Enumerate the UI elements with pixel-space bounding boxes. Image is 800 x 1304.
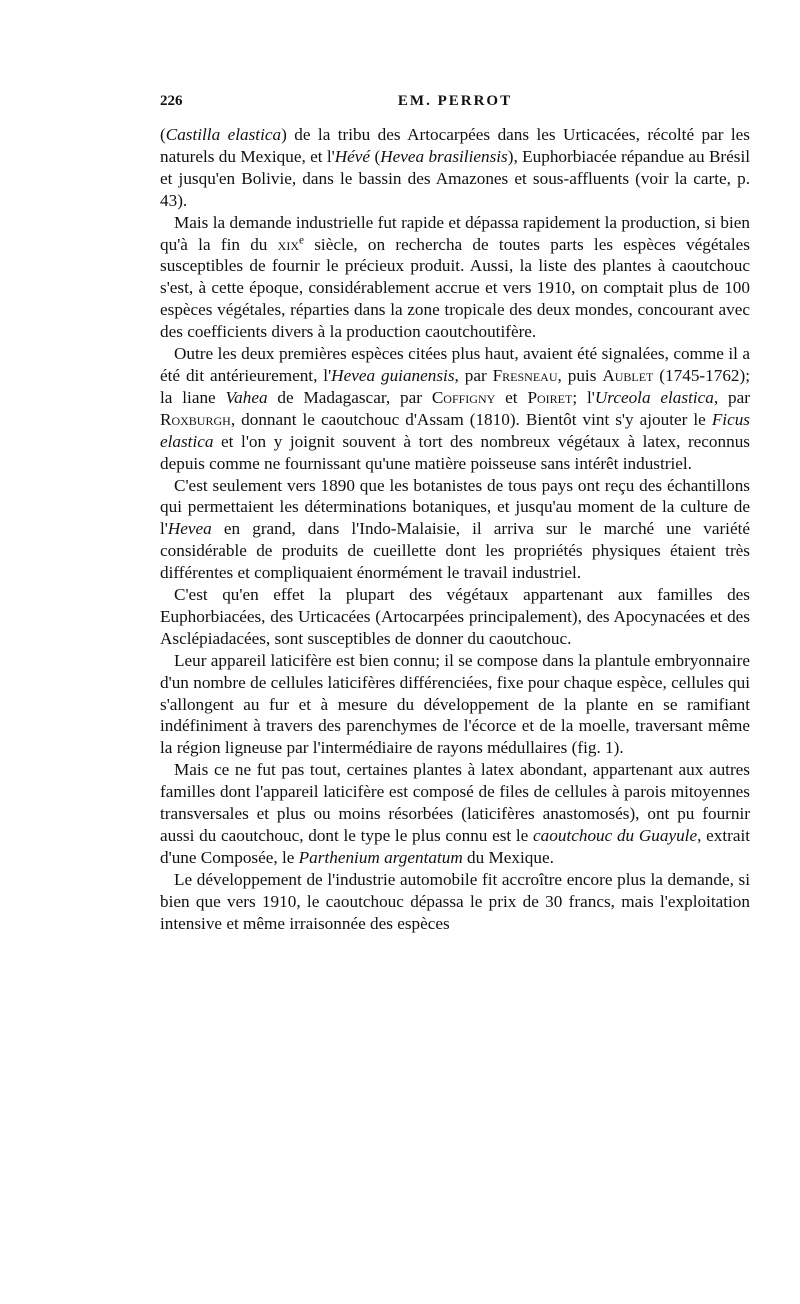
text-run: C'est seulement vers 1890 que les botanistes de tous pays ont reçu des échantillons qui permettaient les déterminations botaniques, et jusqu'au moment de la culture de l' bbox=[160, 475, 750, 539]
paragraph bbox=[160, 650, 750, 760]
body-text bbox=[160, 124, 750, 935]
text-run: , donnant le caoutchouc d'Assam (1810). Bientôt vint s'y ajouter le bbox=[230, 409, 712, 429]
text-run: en grand, dans l'Indo-Malaisie, il arriva sur le marché une variété considérable de produits de cueillette dont les propriétés physiques étaient très différentes et compliquaient énormément le travail industriel. bbox=[160, 519, 750, 583]
text-run: , par bbox=[454, 365, 493, 385]
text-run: , puis bbox=[557, 365, 603, 385]
text-run: ), Euphorbiacée répandue au Brésil et jusqu'en Bolivie, dans le bassin des Amazones et sous-affluents (voir la carte, p. 43). bbox=[160, 146, 750, 210]
text-run: et l'on y joignit souvent à tort des nombreux végétaux à latex, reconnus depuis comme ne fournissant qu'une matière poisseuse sans intérêt industriel. bbox=[160, 431, 750, 473]
text-run: Leur appareil laticifère est bien connu; il se compose dans la plantule embryonnaire d'un nombre de cellules laticifères différenciées, fixe pour chaque espèce, cellules qui s'allongent au fur et à mesure du développement de la plante en se ramifiant indéfiniment à travers des parenchymes de l'écorce et de la moelle, traversant même la région ligneuse par l'intermédiaire de rayons médullaires (fig. 1). bbox=[160, 650, 750, 758]
text-run: Outre les deux premières espèces citées plus haut, avaient été signalées, comme il a été dit antérieurement, l' bbox=[160, 344, 750, 385]
paragraph bbox=[160, 869, 750, 935]
italic-text: Castilla elastica bbox=[165, 125, 282, 144]
text-run: , par bbox=[713, 387, 750, 407]
running-header bbox=[160, 93, 750, 115]
text-run: et bbox=[495, 387, 528, 407]
page-number: 226 bbox=[160, 93, 183, 109]
text-run: Mais ce ne fut pas tout, certaines plantes à latex abondant, appartenant aux autres familles dont l'appareil laticifère est composé de files de cellules à parois mitoyennes transversales et plus ou moins résorbées (laticifères anastomosés), ont pu fournir aussi du caoutchouc, dont le type le plus connu est le bbox=[160, 760, 750, 845]
italic-text: Parthenium argentatum bbox=[298, 847, 463, 867]
small-caps-name: Coffigny bbox=[431, 387, 496, 407]
paragraph bbox=[160, 343, 750, 474]
small-caps-name: xix bbox=[277, 234, 299, 254]
text-run: de Madagascar, par bbox=[267, 387, 432, 407]
small-caps-name: Roxburgh bbox=[160, 409, 231, 429]
paragraph bbox=[160, 584, 750, 650]
paragraph bbox=[160, 475, 750, 585]
italic-text: Urceola elastica bbox=[594, 387, 714, 407]
text-run: ( bbox=[160, 125, 166, 144]
text-run: C'est qu'en effet la plupart des végétaux appartenant aux familles des Euphorbiacées, des Urticacées (Artocarpées principalement), des Apocynacées et des Asclépiadacées, sont susceptibles de donner du caoutchouc. bbox=[160, 585, 750, 648]
text-run: du Mexique. bbox=[462, 847, 554, 867]
italic-text: Vahea bbox=[225, 387, 268, 407]
small-caps-name: Poiret bbox=[527, 387, 573, 407]
running-title-author: EM. PERROT bbox=[397, 93, 513, 109]
text-run: (1745-1762); la liane bbox=[160, 365, 751, 407]
text-run: siècle, on rechercha de toutes parts les espèces végétales susceptibles de fournir le précieux produit. Aussi, la liste des plantes à caoutchouc s'est, à cette époque, considérablement accrue et vers 1910, on comptait plus de 100 espèces végétales, réparties dans la zone tropicale des deux mondes, concourant avec des coefficients divers à la production caoutchoutifère. bbox=[160, 234, 750, 342]
italic-text: Hevea brasiliensis bbox=[380, 146, 508, 166]
text-run: Mais la demande industrielle fut rapide et dépassa rapidement la production, si bien qu'à la fin du bbox=[160, 212, 750, 254]
text-run: ( bbox=[370, 146, 381, 166]
text-run: ; l' bbox=[572, 387, 595, 407]
italic-text: caoutchouc du Guayule bbox=[533, 826, 698, 845]
italic-text: Hévé bbox=[334, 146, 371, 166]
paragraph bbox=[160, 759, 750, 869]
text-run: ) de la tribu des Artocarpées dans les Urticacées, récolté par les naturels du Mexique, et l' bbox=[160, 125, 750, 166]
superscript: e bbox=[299, 233, 304, 246]
paragraph bbox=[160, 124, 750, 212]
italic-text: Hevea guianensis bbox=[331, 365, 455, 385]
italic-text: Ficus elastica bbox=[160, 409, 750, 451]
text-run: , extrait d'une Composée, le bbox=[160, 826, 750, 867]
italic-text: Hevea bbox=[167, 519, 212, 539]
small-caps-name: Fresneau bbox=[492, 365, 558, 385]
small-caps-name: Aublet bbox=[602, 365, 654, 385]
paragraph bbox=[160, 212, 750, 343]
text-run: Le développement de l'industrie automobile fit accroître encore plus la demande, si bien que vers 1910, le caoutchouc dépassa le prix de 30 francs, mais l'exploitation intensive et même irraisonnée des espèces bbox=[160, 869, 750, 933]
